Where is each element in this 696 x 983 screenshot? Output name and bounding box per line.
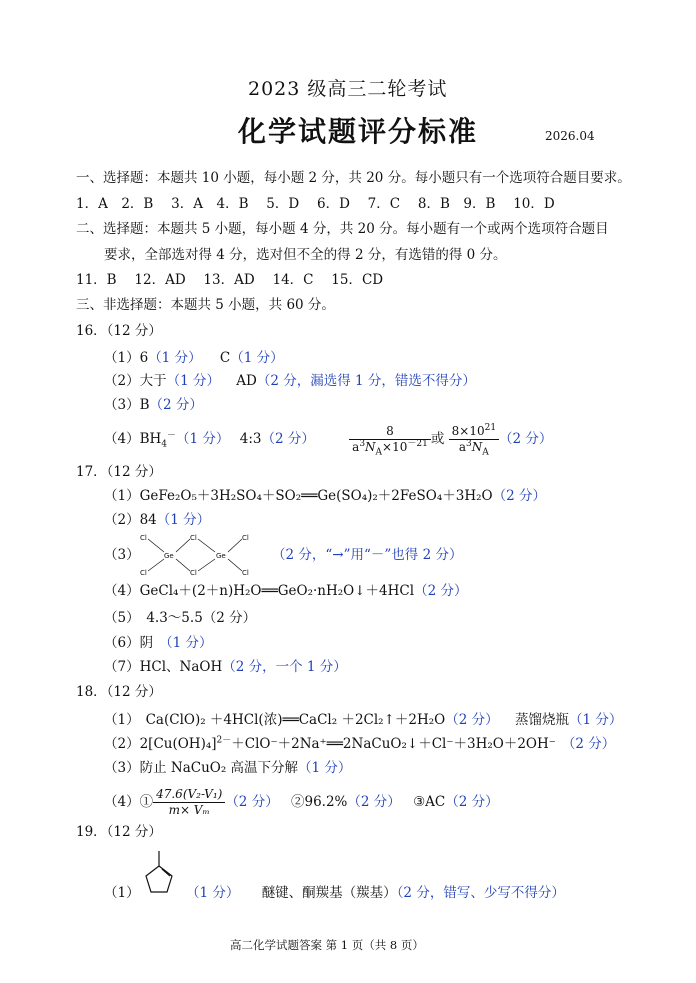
q16-p1-score-b: （1 分） [230, 350, 284, 366]
cl-atom: Cl [190, 534, 197, 542]
cl-atom: Cl [242, 534, 249, 542]
q18-part3: （3）防止 NaCuO₂ 高温下分解（1 分） [104, 760, 352, 776]
q16-p2-answer-b: AD [236, 373, 257, 389]
section1-heading: 一、选择题：本题共 10 小题，每小题 2 分，共 20 分。每小题只有一个选项符合题目要求。 [76, 170, 631, 186]
exam-title: 2023 级高三二轮考试 [248, 78, 448, 100]
methylcyclopentene-structure [140, 848, 180, 898]
q17-part1: （1）GeFe₂O₅＋3H₂SO₄＋SO₂══Ge(SO₄)₂＋2FeSO₄＋3H₂O（2 分） [104, 488, 546, 504]
cl-atom: Cl [140, 534, 147, 542]
q18-p4-score-c: （2 分） [445, 794, 499, 810]
q18-p3-score: （1 分） [298, 760, 352, 776]
q19-p1-score-b: （2 分，错写、少写不得分） [396, 885, 565, 901]
q16-part3 [104, 396, 203, 414]
q16-p4-score-c: （2 分） [499, 431, 553, 447]
section2-answers: 11．B 12．AD 13．AD 14．C 15．CD [76, 272, 384, 288]
q17-p1-equation: GeFe₂O₅＋3H₂SO₄＋SO₂══Ge(SO₄)₂＋2FeSO₄＋3H₂O [139, 488, 493, 504]
q18-part1: （1） Ca(ClO)₂ ＋4HCl(浓)══CaCl₂ ＋2Cl₂↑＋2H₂O（2 分） 蒸馏烧瓶（1 分） [104, 712, 623, 728]
ge-atom-right: Ge [216, 552, 226, 560]
section3-heading: 三、非选择题：本题共 5 小题，共 60 分。 [76, 297, 335, 313]
q16-p4-answer-a: $(4)BH_4^-$ [104, 430, 177, 450]
q17-p4-score: （2 分） [414, 583, 468, 599]
q18-p4-answer-b: ②96.2% [291, 794, 348, 810]
q17-p4-equation: GeCl₄＋(2＋n)H₂O══GeO₂·nH₂O↓＋4HCl [139, 583, 415, 599]
exam-date: 2026.04 [545, 129, 595, 143]
q17-part2: （2）84（1 分） [104, 512, 211, 528]
q17-part6: （6）阴 （1 分） [104, 635, 213, 651]
q18-p1-score-b: （1 分） [568, 712, 623, 728]
q17-p6-score: （1 分） [159, 635, 213, 651]
q19-p1-answer-b: 醚键、酮羰基（羰基） [261, 885, 397, 901]
page-title: 化学试题评分标准 [238, 115, 479, 148]
q16-p4-answer-b: 4:3 [239, 431, 262, 447]
q17-part3-label: （3） [104, 547, 140, 563]
q19-part1 [186, 884, 565, 902]
q18-part2: $(2)2[Cu(OH)_4]^{2-}+ClO^-+2Na^+══2NaCuO_2↓+Cl^-+3H_2O+2OH^-$ （2 分） [104, 735, 616, 752]
cl-atom: Cl [190, 569, 197, 577]
q18-head: 18．（12 分） [76, 684, 162, 700]
q16-p3-score: （2 分） [149, 397, 203, 413]
q17-head: 17．（12 分） [76, 464, 162, 480]
q17-part5: （5） 4.3～5.5（2 分） [104, 610, 257, 626]
q17-p2-score: （1 分） [156, 512, 211, 528]
q17-p3-score: （2 分，“→”用“－”也得 2 分） [272, 547, 463, 563]
q16-head: 16．（12 分） [76, 323, 162, 339]
q19-part1-label: （1） [104, 885, 140, 901]
section2-heading-line2: 要求，全部选对得 4 分，选对但不全的得 2 分，有选错的得 0 分。 [104, 247, 507, 263]
q16-p1-answer-b: C [219, 350, 231, 366]
q16-density-fraction-1: $\frac{8}{a^3N_A\times 10^{-21}}$ [349, 424, 431, 455]
q18-p2-score: （2 分） [561, 736, 616, 752]
q18-p4-score-b: （2 分） [347, 794, 401, 810]
q16-p4-score-a: （1 分） [176, 431, 230, 447]
q16-part2 [104, 372, 476, 390]
q16-p2-score-b: （2 分，漏选得 1 分，错选不得分） [256, 373, 476, 389]
q16-p2-score-a: （1 分） [166, 373, 220, 389]
section2-heading-line1: 二、选择题：本题共 5 小题，每小题 4 分，共 20 分。每小题有一个或两个选项符合题目 [76, 221, 609, 237]
q18-p4-answer-c: ③AC [413, 794, 446, 810]
q17-part4: （4）GeCl₄＋(2＋n)H₂O══GeO₂·nH₂O↓＋4HCl（2 分） [104, 583, 468, 599]
cl-atom: Cl [242, 569, 249, 577]
page-footer: 高二化学试题答案 第 1 页（共 8 页） [230, 938, 424, 952]
q19-p1-score-a: （1 分） [186, 885, 240, 901]
q16-p1-answer-a: （1）6 [104, 350, 149, 366]
q19-head: 19．（12 分） [76, 824, 162, 840]
q16-p3-answer: （3）B [104, 397, 150, 413]
ge2cl6-structure-diagram [136, 533, 256, 577]
q17-p1-score: （2 分） [492, 488, 546, 504]
q18-p2-equation: $2[Cu(OH)_4]^{2-}+ClO^-+2Na^+══2NaCuO_2↓+Cl^-+3H_2O+2OH^-$ [139, 735, 556, 752]
q16-density-fraction-2: $\frac{8\times 10^{21}}{a^3N_A}$ [449, 424, 499, 455]
q18-p1-answer-b: 蒸馏烧瓶 [514, 712, 569, 728]
q18-p4-score-a: （2 分） [225, 794, 279, 810]
q16-p4-score-b: （2 分） [261, 431, 315, 447]
q16-or-word: 或 [430, 431, 445, 447]
section1-answers: 1．A 2．B 3．A 4．B 5．D 6．D 7．C 8．B 9．B 10．D [76, 196, 555, 212]
q18-p1-score: （2 分） [445, 712, 499, 728]
q16-part4 [104, 420, 552, 458]
q18-part4: （4）① $\frac{\text{47.6(V₂-V₁)}}{\text{m× Vₘ}}$ （2 分） ②96.2%（2 分） ③AC（2 分） [104, 787, 499, 817]
ge-atom-left: Ge [164, 552, 174, 560]
q17-p7-score: （2 分，一个 1 分） [222, 659, 347, 675]
q16-p1-score-a: （1 分） [148, 350, 202, 366]
q17-part7: （7）HCl、NaOH（2 分，一个 1 分） [104, 659, 347, 675]
cl-atom: Cl [140, 569, 147, 577]
q16-p2-answer-a: （2）大于 [104, 373, 167, 389]
q16-part1 [104, 349, 284, 367]
q18-p1-equation: Ca(ClO)₂ ＋4HCl(浓)══CaCl₂ ＋2Cl₂↑＋2H₂O [145, 712, 446, 728]
q18-purity-fraction: $\frac{\text{47.6(V₂-V₁)}}{\text{m× Vₘ}}$ [153, 787, 225, 818]
